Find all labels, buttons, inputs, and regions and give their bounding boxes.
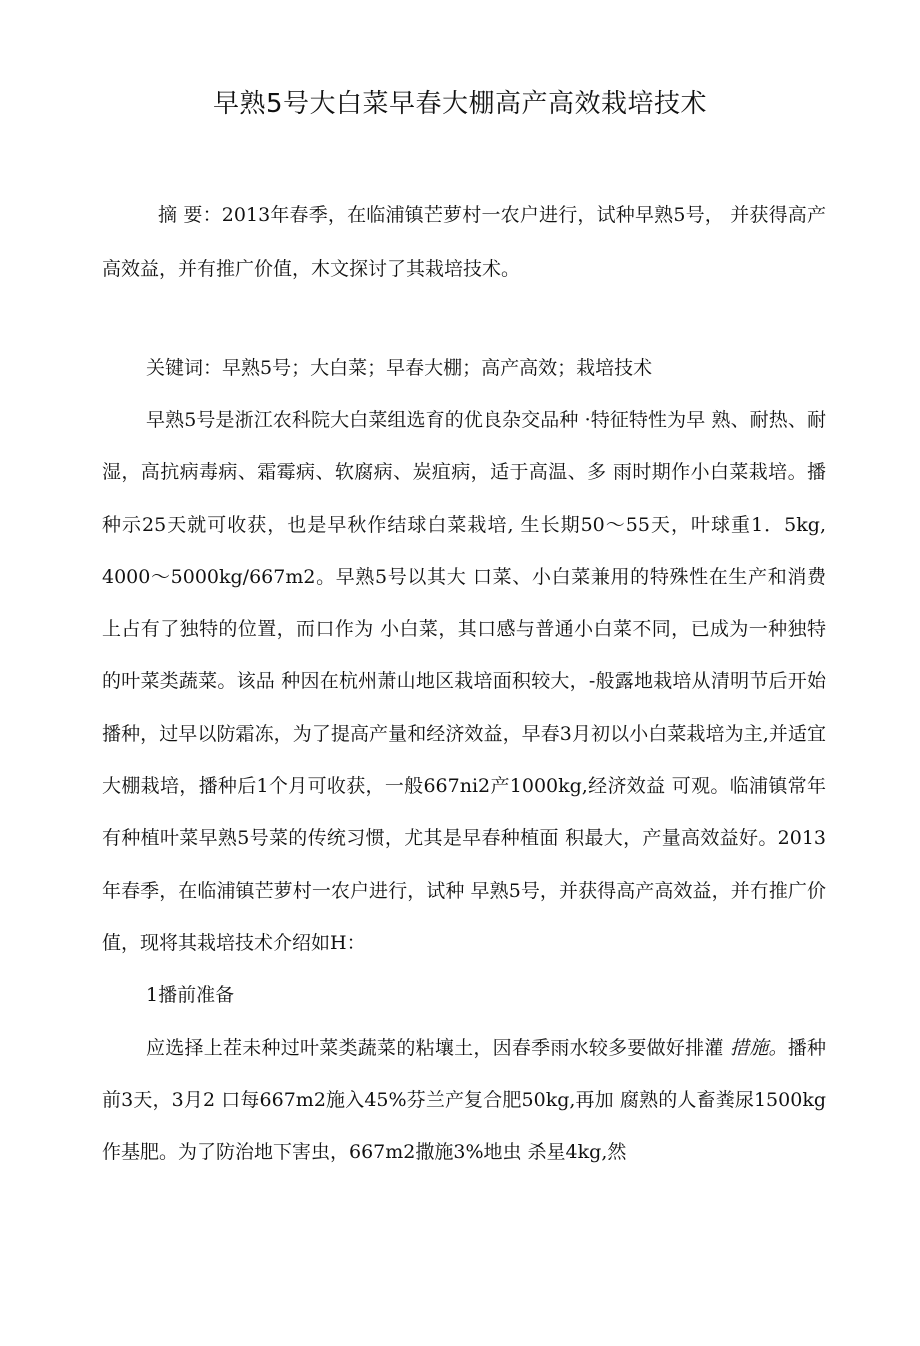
paragraph-preparation-italic: 措施。 [729, 1036, 788, 1059]
paragraph-preparation-start: 应选择上茬未种过叶菜类蔬菜的粘壤土，因春季雨水较多要做好排灌 [146, 1036, 730, 1059]
page-title: 早熟5号大白菜早春大棚高产高效栽培技术 [212, 89, 708, 119]
paragraph-preparation-rest: 播种前3天，3月2 口每667m2施入45%芬兰产复合肥50kg,再加 腐熟的人畜粪尿1500kg作基肥。为了防治地下害虫，667m2撒施3%地虫 杀星4kg,然 [102, 1036, 826, 1164]
paragraph-variety-intro: 早熟5号是浙江农科院大白菜组选育的优良杂交品种 ·特征特性为早 熟、耐热、耐湿，高抗病毒病、霜霉病、软腐病、炭疽病，适于高温、多 雨时期作小白菜栽培。播种示25天就可收获，也是早秋作结球白菜栽培, 生长期50～55天，叶球重1．5kg, 4000～5000kg/667m2。早熟5号以其大 口菜、小白菜兼用的特殊性在生产和消费上占有了独特的位置，而口作为 小白菜，其口感与普通小白菜不同，已成为一种独特的叶菜类蔬菜。该品 种因在杭州萧山地区栽培面积较大，-般露地栽培从清明节后开始播种，过早以防霜冻，为了提高产量和经济效益，早春3月初以小白菜栽培为主,并适宜大棚栽培，播种后1个月可收获，一般667ni2产1000kg,经济效益 可观。临浦镇常年有种植叶菜早熟5号菜的传统习惯，尤其是早春种植面 积最大，产量高效益好。2013年春季，在临浦镇芒萝村一农户进行，试种 早熟5号，并获得高产高效益，并冇推广价值，现将其栽培技术介绍如H： [102, 409, 826, 954]
section-heading: 1播前准备 [146, 984, 235, 1007]
abstract: 摘 要：2013年春季，在临浦镇芒萝村一农户进行，试种早熟5号， 并获得高产高效益，并有推广价值，木文探讨了其栽培技术。 [102, 204, 826, 280]
keywords: 关键词：早熟5号；大白菜；早春大棚；高产高效；栽培技术 [146, 357, 653, 379]
paragraph-preparation [102, 1022, 826, 1179]
body-text [102, 394, 826, 1178]
